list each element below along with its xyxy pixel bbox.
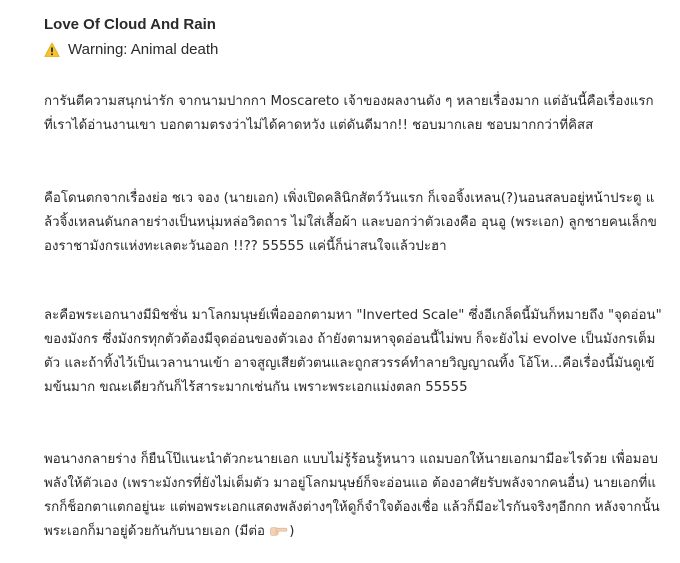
closing-parenthesis: )	[289, 524, 295, 539]
warning-sign-icon	[44, 42, 60, 58]
paragraph-mission: ละคือพระเอกนางมีมิชชั่น มาโลกมนุษย์เพื่อออกตามหา "Inverted Scale" ซึ่งอีเกล็ดนี้มันก็หมายถึง "จุดอ่อน" ของมังกร ซึ่งมังกรทุกตัวต้องมีจุดอ่อนของตัวเอง ถ้ายังตามหาจุดอ่อนนี้ไม่พบ ก็จะยังไม่ evolve เป็นมังกรเต็มตัว และถ้าทิ้งไว้เป็นเวลานานเข้า อาจสูญเสียตัวตนและถูกสวรรค์ทำลายวิญญาณทิ้ง โอ้โห...คือเรื่องนี้มันดูเข้มข้นมาก ขณะเดียวกันก็ไร้สาระมากเช่นกัน เพราะพระเอกแม่งตลก 55555	[44, 308, 662, 395]
paragraph-continuation-text: พอนางกลายร่าง ก็ยืนโป๊แนะนำตัวกะนายเอก แบบไม่รู้ร้อนรู้หนาว แถมบอกให้นายเอกมามีอะไรด้วย เพื่อมอบพลังให้ตัวเอง (เพราะมังกรที่ยังไม่เต็มตัว มาอยู่โลกมนุษย์ก็จะอ่อนแอ ต้องอาศัยรับพลังจากคนอื่น) นายเอกที่แรกก็ช็อกตาแตกอยู่นะ แต่พอพระเอกแสดงพลังต่างๆให้ดูก็จำใจต้องเชื่อ แล้วก็มีอะไรกันจริงๆอีกกก หลังจากนั้นพระเอกก็มาอยู่ด้วยกันกับนายเอก (มีต่อ	[44, 452, 660, 539]
paragraph-intro: การันตีความสนุกน่ารัก จากนามปากกา Moscareto เจ้าของผลงานดัง ๆ หลายเรื่องมาก แต่อันนี้คือเรื่องแรกที่เราได้อ่านงานเขา บอกตามตรงว่าไม่ได้คาดหวัง แต่ดันดีมาก!! ชอบมากเลย ชอบมากกว่าที่คิสส	[44, 94, 654, 133]
paragraph-continuation	[44, 448, 662, 544]
post-title: Love Of Cloud And Rain	[44, 16, 216, 33]
pointing-finger-icon	[270, 524, 288, 537]
warning-text: Warning: Animal death	[68, 41, 219, 58]
paragraph-synopsis: คือโดนตกจากเรื่องย่อ ชเว จอง (นายเอก) เพิ่งเปิดคลินิกสัตว์วันแรก ก็เจอจิ้งเหลน(?)นอนสลบอยู่หน้าประตู แล้วจิ้งเหลนดันกลายร่างเป็นหนุ่มหล่อวิตถาร ไม่ใส่เสื้อผ้า และบอกว่าตัวเองคือ อุนอู (พระเอก) ลูกชายคนเล็กของราชามังกรแห่งทะเลตะวันออก !!?? 55555 แค่นี้ก็น่าสนใจแล้วปะฮา	[44, 191, 657, 254]
warning-line	[44, 38, 660, 62]
